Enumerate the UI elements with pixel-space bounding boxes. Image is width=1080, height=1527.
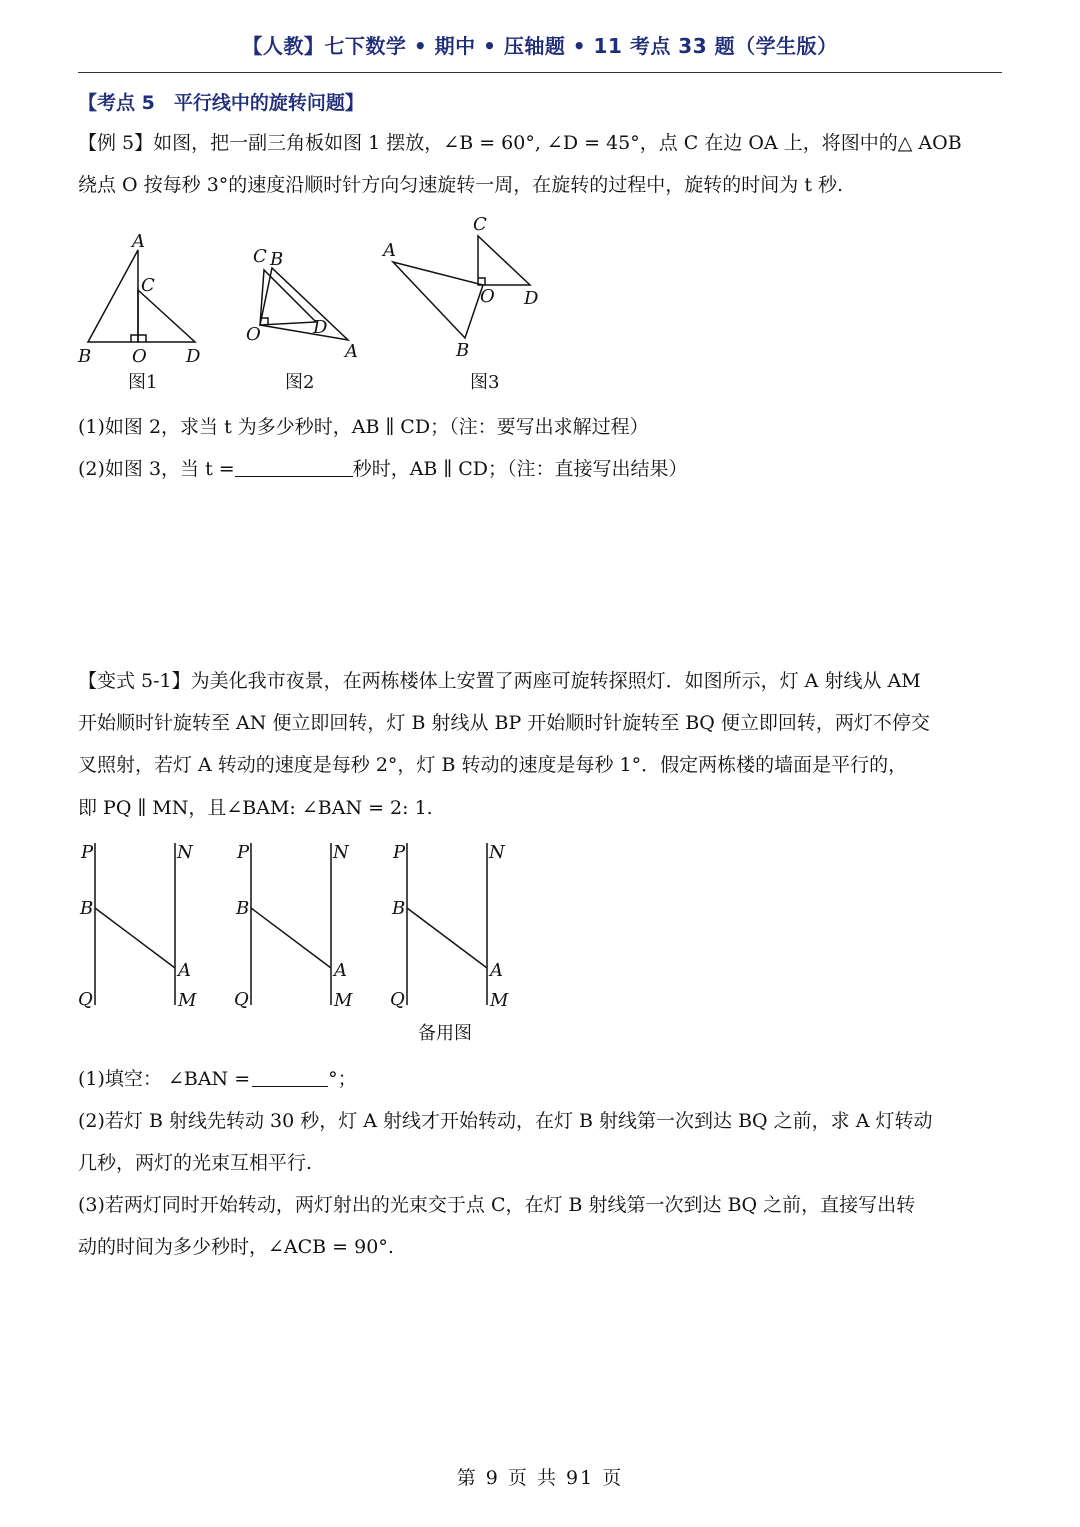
figure1-diagram <box>88 250 195 342</box>
d3-label-q: Q <box>390 989 405 1010</box>
fig1-triangle-cod <box>138 290 195 342</box>
example5-question2 <box>78 454 688 481</box>
fig3-triangle-cod <box>478 236 530 285</box>
fig2-triangle-cod <box>260 270 316 325</box>
figure2-diagram <box>260 268 348 340</box>
d2-label-a: A <box>334 960 347 981</box>
header-divider <box>78 72 1002 73</box>
section-title: 【考点 5 平行线中的旋转问题】 <box>78 92 364 114</box>
fig1-label-b: B <box>78 346 92 367</box>
d3-label-b: B <box>392 898 406 919</box>
d1-label-b: B <box>80 898 94 919</box>
v-q1-answer-blank <box>252 1068 328 1087</box>
figure2-caption: 图2 <box>285 372 315 393</box>
fig3-label-o: O <box>480 286 495 307</box>
fig1-label-a: A <box>132 231 145 252</box>
d1-label-m: M <box>178 990 197 1011</box>
fig1-label-o: O <box>132 346 147 367</box>
d2-label-p: P <box>237 842 250 863</box>
fig2-label-c: C <box>253 246 267 267</box>
spare-diagram-caption: 备用图 <box>418 1023 472 1044</box>
fig1-label-c: C <box>141 275 155 296</box>
d2-label-b: B <box>236 898 250 919</box>
variant51-question3-line1: (3)若两灯同时开始转动，两灯射出的光束交于点 C，在灯 B 射线第一次到达 BQ 之前，直接写出转 <box>78 1194 916 1216</box>
d1-label-n: N <box>177 842 193 863</box>
diagram3-spare <box>407 843 487 1005</box>
example5-text-line2: 绕点 O 按每秒 3°的速度沿顺时针方向匀速旋转一周，在旋转的过程中，旋转的时间为 t 秒. <box>78 174 844 196</box>
fig1-triangle-aob <box>88 250 138 342</box>
diagram3-beam-ba <box>407 908 487 968</box>
example5-text-line1: 【例 5】如图，把一副三角板如图 1 摆放，∠B = 60°, ∠D = 45°，点 C 在边 OA 上，将图中的△ AOB <box>78 132 962 154</box>
fig2-label-d: D <box>313 317 328 338</box>
diagram1-beam-ba <box>95 908 175 968</box>
diagram2-beam-ba <box>251 908 331 968</box>
fig2-label-b: B <box>270 249 284 270</box>
d1-label-p: P <box>81 842 94 863</box>
variant51-text-line1: 【变式 5-1】为美化我市夜景，在两栋楼体上安置了两座可旋转探照灯．如图所示，灯 A 射线从 AM <box>78 670 921 692</box>
page-header: 【人教】七下数学 • 期中 • 压轴题 • 11 考点 33 题（学生版） <box>242 34 838 58</box>
q2-text-after: 秒时，AB ∥ CD；（注：直接写出结果） <box>352 458 688 480</box>
variant51-question2-line1: (2)若灯 B 射线先转动 30 秒，灯 A 射线才开始转动，在灯 B 射线第一次到达 BQ 之前，求 A 灯转动 <box>78 1110 933 1132</box>
figure1-caption: 图1 <box>128 372 158 393</box>
fig3-label-c: C <box>473 214 487 235</box>
diagram2 <box>251 843 331 1005</box>
fig3-triangle-aob <box>393 262 483 338</box>
variant51-question1 <box>78 1064 357 1091</box>
fig3-label-a: A <box>383 240 396 261</box>
v-q1-text-after: °； <box>328 1068 357 1090</box>
d2-label-n: N <box>333 842 349 863</box>
variant51-question2-line2: 几秒，两灯的光束互相平行. <box>78 1152 313 1174</box>
figure3-diagram <box>393 236 530 338</box>
diagram1 <box>95 843 175 1005</box>
example5-figures <box>70 205 570 375</box>
variant51-diagrams <box>70 835 520 1015</box>
d1-label-q: Q <box>78 989 93 1010</box>
page-footer: 第 9 页 共 91 页 <box>456 1467 624 1489</box>
fig2-label-a: A <box>345 341 358 362</box>
v-q1-text-before: (1)填空： ∠BAN = <box>78 1068 251 1090</box>
fig2-label-o: O <box>246 324 261 345</box>
fig1-label-d: D <box>186 346 201 367</box>
d3-label-p: P <box>393 842 406 863</box>
d2-label-q: Q <box>234 989 249 1010</box>
d3-label-a: A <box>490 960 503 981</box>
variant51-text-line3: 叉照射，若灯 A 转动的速度是每秒 2°，灯 B 转动的速度是每秒 1°．假定两栋楼的墙面是平行的， <box>78 754 908 776</box>
figure3-caption: 图3 <box>470 372 500 393</box>
fig3-label-b: B <box>456 340 470 361</box>
variant51-text-line4: 即 PQ ∥ MN，且∠BAM: ∠BAN = 2: 1. <box>78 797 433 819</box>
d2-label-m: M <box>334 990 353 1011</box>
variant51-text-line2: 开始顺时针旋转至 AN 便立即回转，灯 B 射线从 BP 开始顺时针旋转至 BQ 便立即回转，两灯不停交 <box>78 712 930 734</box>
q2-answer-blank <box>235 458 353 477</box>
fig3-label-d: D <box>524 288 539 309</box>
variant51-question3-line2: 动的时间为多少秒时，∠ACB = 90°. <box>78 1236 394 1258</box>
d3-label-n: N <box>489 842 505 863</box>
example5-question1: (1)如图 2，求当 t 为多少秒时，AB ∥ CD；（注：要写出求解过程） <box>78 416 649 438</box>
d3-label-m: M <box>490 990 509 1011</box>
d1-label-a: A <box>178 960 191 981</box>
q2-text-before: (2)如图 3，当 t = <box>78 458 235 480</box>
